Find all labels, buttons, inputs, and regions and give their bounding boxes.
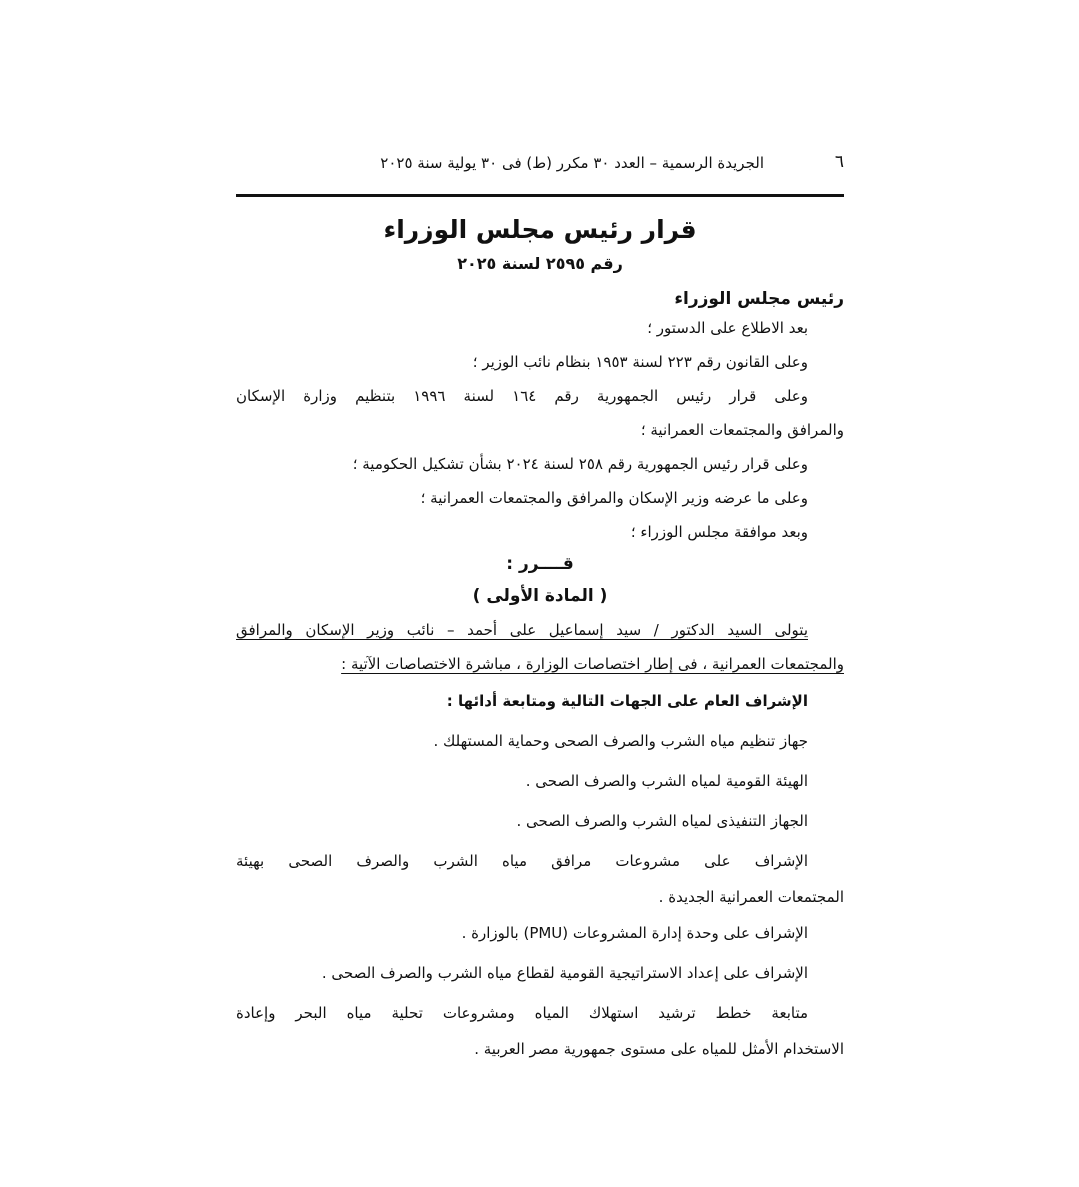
list-item: جهاز تنظيم مياه الشرب والصرف الصحى وحماية المستهلك .: [433, 732, 808, 750]
header-rule: [236, 194, 844, 197]
list-item: الجهاز التنفيذى لمياه الشرب والصرف الصحى .: [516, 812, 808, 830]
page-number: ٦: [834, 152, 844, 172]
preamble-line: وعلى قرار رئيس الجمهورية رقم ١٦٤ لسنة ١٩٩٦ بتنظيم وزارة الإسكان: [236, 387, 808, 405]
list-item-continuation: المجتمعات العمرانية الجديدة .: [658, 888, 844, 906]
preamble: [236, 311, 844, 549]
gazette-page: [236, 140, 844, 1065]
gazette-issue-line: الجريدة الرسمية – العدد ٣٠ مكرر (ط) فى ٣٠ يولية سنة ٢٠٢٥: [380, 154, 764, 172]
decree-number: رقم ٢٥٩٥ لسنة ٢٠٢٥: [457, 254, 623, 273]
page-header: [236, 140, 844, 180]
list-item-continuation: الاستخدام الأمثل للمياه على مستوى جمهورية مصر العربية .: [474, 1040, 844, 1058]
preamble-line: وعلى قرار رئيس الجمهورية رقم ٢٥٨ لسنة ٢٠٢٤ بشأن تشكيل الحكومية ؛: [352, 455, 808, 473]
article-text-line: والمجتمعات العمرانية ، فى إطار اختصاصات الوزارة ، مباشرة الاختصاصات الآتية :: [341, 655, 844, 673]
preamble-line: والمرافق والمجتمعات العمرانية ؛: [640, 421, 844, 439]
list-item: الإشراف على وحدة إدارة المشروعات (PMU) بالوزارة .: [461, 924, 808, 942]
article-text-line: يتولى السيد الدكتور / سيد إسماعيل على أحمد – نائب وزير الإسكان والمرافق: [236, 621, 808, 639]
preamble-line: بعد الاطلاع على الدستور ؛: [647, 319, 808, 337]
article-title: ( المادة الأولى ): [472, 586, 608, 606]
supervision-heading: الإشراف العام على الجهات التالية ومتابعة أدائها :: [446, 692, 808, 710]
preamble-line: وبعد موافقة مجلس الوزراء ؛: [630, 523, 808, 541]
list-item: الهيئة القومية لمياه الشرب والصرف الصحى .: [525, 772, 808, 790]
decree-title: قرار رئيس مجلس الوزراء: [383, 215, 697, 244]
decided-label: قــــرر :: [506, 554, 574, 574]
list-item: الإشراف على مشروعات مرافق مياه الشرب والصرف الصحى بهيئة: [236, 852, 808, 870]
list-item: الإشراف على إعداد الاستراتيجية القومية لقطاع مياه الشرب والصرف الصحى .: [321, 964, 808, 982]
list-item: متابعة خطط ترشيد استهلاك المياه ومشروعات تحلية مياه البحر وإعادة: [236, 1004, 808, 1022]
decree-issuer: رئيس مجلس الوزراء: [674, 289, 844, 309]
preamble-line: وعلى ما عرضه وزير الإسكان والمرافق والمجتمعات العمرانية ؛: [420, 489, 808, 507]
preamble-line: وعلى القانون رقم ٢٢٣ لسنة ١٩٥٣ بنظام نائب الوزير ؛: [472, 353, 808, 371]
